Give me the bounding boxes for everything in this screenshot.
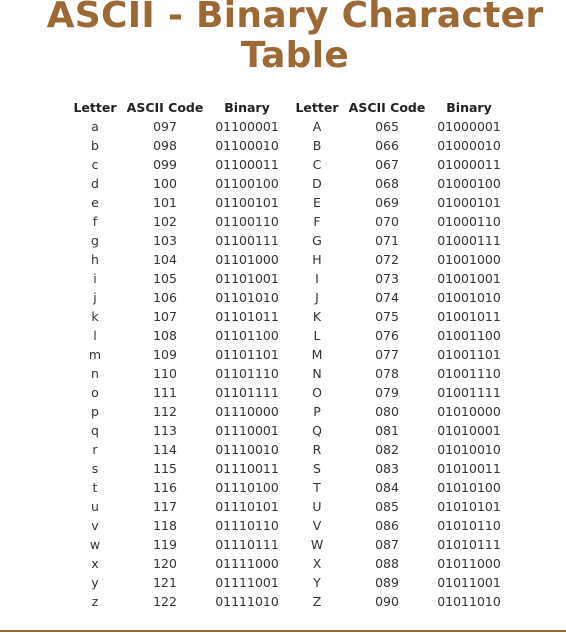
- cell-binary-uppercase: 01010001: [437, 423, 501, 438]
- cell-letter-lowercase: g: [91, 233, 99, 248]
- table-row: [66, 174, 510, 193]
- table-row: [66, 307, 510, 326]
- cell-letter-uppercase: G: [312, 233, 322, 248]
- cell-binary-lowercase: 01101011: [215, 309, 279, 324]
- cell-letter-uppercase: L: [313, 328, 321, 343]
- table-row: [66, 516, 510, 535]
- cell-letter-lowercase: r: [92, 442, 98, 457]
- cell-letter-lowercase: p: [91, 404, 99, 419]
- table-row: [66, 554, 510, 573]
- cell-ascii-code-lowercase: 116: [153, 480, 177, 495]
- cell-binary-uppercase: 01000001: [437, 119, 501, 134]
- header-letter-lowercase: Letter: [73, 99, 117, 115]
- cell-binary-lowercase: 01101010: [215, 290, 279, 305]
- cell-ascii-code-uppercase: 071: [375, 233, 399, 248]
- cell-letter-lowercase: f: [92, 214, 98, 229]
- cell-ascii-code-lowercase: 122: [153, 594, 177, 609]
- cell-letter-lowercase: a: [91, 119, 99, 134]
- bottom-divider: [0, 630, 566, 632]
- cell-ascii-code-uppercase: 086: [375, 518, 399, 533]
- cell-binary-uppercase: 01011010: [437, 594, 501, 609]
- cell-letter-lowercase: o: [91, 385, 99, 400]
- cell-letter-lowercase: w: [89, 537, 101, 552]
- table-row: [66, 345, 510, 364]
- cell-binary-lowercase: 01111010: [215, 594, 279, 609]
- cell-letter-uppercase: P: [313, 404, 321, 419]
- cell-ascii-code-lowercase: 098: [153, 138, 177, 153]
- cell-ascii-code-uppercase: 073: [375, 271, 399, 286]
- cell-binary-uppercase: 01000100: [437, 176, 501, 191]
- cell-binary-uppercase: 01001110: [437, 366, 501, 381]
- cell-ascii-code-lowercase: 103: [153, 233, 177, 248]
- cell-ascii-code-uppercase: 072: [375, 252, 399, 267]
- cell-binary-uppercase: 01001111: [437, 385, 501, 400]
- cell-ascii-code-lowercase: 111: [153, 385, 177, 400]
- cell-letter-uppercase: B: [312, 138, 322, 153]
- cell-binary-uppercase: 01000111: [437, 233, 501, 248]
- cell-ascii-code-uppercase: 067: [375, 157, 399, 172]
- table-row: [66, 478, 510, 497]
- cell-letter-lowercase: u: [91, 499, 99, 514]
- cell-letter-lowercase: v: [91, 518, 99, 533]
- cell-binary-uppercase: 01001000: [437, 252, 501, 267]
- cell-binary-lowercase: 01100011: [215, 157, 279, 172]
- cell-letter-lowercase: z: [91, 594, 99, 609]
- cell-letter-uppercase: K: [312, 309, 322, 324]
- cell-ascii-code-lowercase: 113: [153, 423, 177, 438]
- cell-binary-lowercase: 01101111: [215, 385, 279, 400]
- cell-binary-uppercase: 01001100: [437, 328, 501, 343]
- cell-ascii-code-uppercase: 085: [375, 499, 399, 514]
- cell-letter-uppercase: A: [312, 119, 322, 134]
- header-binary-uppercase: Binary: [446, 99, 492, 115]
- cell-letter-lowercase: x: [91, 556, 99, 571]
- cell-ascii-code-uppercase: 087: [375, 537, 399, 552]
- cell-letter-lowercase: e: [91, 195, 99, 210]
- table-body: [66, 117, 510, 611]
- cell-ascii-code-lowercase: 102: [153, 214, 177, 229]
- table-row: [66, 421, 510, 440]
- table-row: [66, 402, 510, 421]
- table-row: [66, 326, 510, 345]
- cell-letter-lowercase: k: [91, 309, 99, 324]
- cell-ascii-code-lowercase: 118: [153, 518, 177, 533]
- cell-binary-uppercase: 01000110: [437, 214, 501, 229]
- cell-ascii-code-lowercase: 101: [153, 195, 177, 210]
- table-row: [66, 497, 510, 516]
- cell-binary-lowercase: 01100100: [215, 176, 279, 191]
- cell-binary-lowercase: 01101100: [215, 328, 279, 343]
- cell-ascii-code-uppercase: 076: [375, 328, 399, 343]
- header-ascii-code-lowercase: ASCII Code: [126, 99, 204, 115]
- cell-ascii-code-lowercase: 110: [153, 366, 177, 381]
- table-row: [66, 440, 510, 459]
- cell-ascii-code-lowercase: 105: [153, 271, 177, 286]
- cell-letter-lowercase: d: [91, 176, 99, 191]
- cell-ascii-code-uppercase: 081: [375, 423, 399, 438]
- table-row: [66, 136, 510, 155]
- cell-letter-lowercase: n: [91, 366, 99, 381]
- cell-ascii-code-lowercase: 112: [153, 404, 177, 419]
- cell-letter-uppercase: C: [312, 157, 322, 172]
- cell-binary-lowercase: 01110000: [215, 404, 279, 419]
- cell-letter-lowercase: t: [92, 480, 98, 495]
- cell-binary-uppercase: 01000010: [437, 138, 501, 153]
- cell-ascii-code-uppercase: 074: [375, 290, 399, 305]
- cell-ascii-code-uppercase: 079: [375, 385, 399, 400]
- cell-ascii-code-lowercase: 121: [153, 575, 177, 590]
- cell-letter-uppercase: Q: [312, 423, 322, 438]
- cell-ascii-code-lowercase: 117: [153, 499, 177, 514]
- cell-binary-lowercase: 01100010: [215, 138, 279, 153]
- cell-binary-uppercase: 01010101: [437, 499, 501, 514]
- cell-ascii-code-lowercase: 119: [153, 537, 177, 552]
- table-row: [66, 269, 510, 288]
- cell-letter-uppercase: V: [312, 518, 322, 533]
- cell-binary-uppercase: 01001001: [437, 271, 501, 286]
- table-row: [66, 573, 510, 592]
- cell-letter-uppercase: E: [313, 195, 321, 210]
- cell-binary-uppercase: 01010100: [437, 480, 501, 495]
- cell-binary-uppercase: 01010011: [437, 461, 501, 476]
- table-header-row: [66, 97, 510, 117]
- cell-ascii-code-uppercase: 080: [375, 404, 399, 419]
- cell-binary-uppercase: 01010111: [437, 537, 501, 552]
- table-row: [66, 212, 510, 231]
- cell-binary-lowercase: 01100001: [215, 119, 279, 134]
- cell-letter-uppercase: X: [312, 556, 322, 571]
- cell-letter-uppercase: O: [312, 385, 322, 400]
- cell-letter-uppercase: T: [313, 480, 321, 495]
- cell-letter-lowercase: y: [91, 575, 99, 590]
- cell-binary-uppercase: 01000101: [437, 195, 501, 210]
- cell-binary-lowercase: 01100101: [215, 195, 279, 210]
- cell-ascii-code-uppercase: 078: [375, 366, 399, 381]
- cell-binary-lowercase: 01110010: [215, 442, 279, 457]
- header-letter-uppercase: Letter: [295, 99, 339, 115]
- cell-binary-lowercase: 01101001: [215, 271, 279, 286]
- cell-letter-uppercase: D: [312, 176, 322, 191]
- cell-binary-lowercase: 01111000: [215, 556, 279, 571]
- cell-ascii-code-lowercase: 109: [153, 347, 177, 362]
- cell-letter-lowercase: i: [93, 271, 97, 286]
- cell-ascii-code-uppercase: 089: [375, 575, 399, 590]
- cell-binary-lowercase: 01110110: [215, 518, 279, 533]
- cell-binary-lowercase: 01110011: [215, 461, 279, 476]
- cell-binary-lowercase: 01100110: [215, 214, 279, 229]
- cell-binary-uppercase: 01001101: [437, 347, 501, 362]
- cell-letter-uppercase: R: [312, 442, 322, 457]
- table-row: [66, 592, 510, 611]
- cell-ascii-code-lowercase: 114: [153, 442, 177, 457]
- cell-ascii-code-lowercase: 099: [153, 157, 177, 172]
- cell-letter-uppercase: Z: [312, 594, 322, 609]
- cell-letter-uppercase: H: [312, 252, 322, 267]
- cell-binary-uppercase: 01010110: [437, 518, 501, 533]
- cell-letter-uppercase: W: [310, 537, 324, 552]
- cell-ascii-code-uppercase: 084: [375, 480, 399, 495]
- cell-ascii-code-lowercase: 107: [153, 309, 177, 324]
- cell-binary-lowercase: 01110100: [215, 480, 279, 495]
- cell-letter-lowercase: j: [93, 290, 97, 305]
- cell-letter-uppercase: U: [312, 499, 322, 514]
- cell-ascii-code-uppercase: 088: [375, 556, 399, 571]
- table-row: [66, 288, 510, 307]
- cell-letter-lowercase: h: [91, 252, 99, 267]
- cell-ascii-code-lowercase: 115: [153, 461, 177, 476]
- cell-ascii-code-lowercase: 120: [153, 556, 177, 571]
- cell-letter-uppercase: J: [315, 290, 319, 305]
- cell-ascii-code-uppercase: 077: [375, 347, 399, 362]
- header-binary-lowercase: Binary: [224, 99, 270, 115]
- cell-binary-lowercase: 01111001: [215, 575, 279, 590]
- cell-binary-lowercase: 01101110: [215, 366, 279, 381]
- cell-ascii-code-lowercase: 106: [153, 290, 177, 305]
- cell-binary-uppercase: 01011000: [437, 556, 501, 571]
- cell-letter-lowercase: l: [93, 328, 97, 343]
- cell-letter-lowercase: b: [91, 138, 99, 153]
- cell-ascii-code-uppercase: 068: [375, 176, 399, 191]
- cell-ascii-code-uppercase: 083: [375, 461, 399, 476]
- table-row: [66, 459, 510, 478]
- table-row: [66, 250, 510, 269]
- cell-binary-lowercase: 01101000: [215, 252, 279, 267]
- cell-ascii-code-uppercase: 069: [375, 195, 399, 210]
- cell-binary-uppercase: 01011001: [437, 575, 501, 590]
- ascii-binary-table: [66, 97, 510, 611]
- cell-binary-uppercase: 01001011: [437, 309, 501, 324]
- cell-ascii-code-uppercase: 065: [375, 119, 399, 134]
- cell-letter-uppercase: S: [313, 461, 321, 476]
- table-row: [66, 364, 510, 383]
- cell-binary-uppercase: 01010010: [437, 442, 501, 457]
- cell-letter-lowercase: q: [91, 423, 99, 438]
- header-ascii-code-uppercase: ASCII Code: [348, 99, 426, 115]
- cell-binary-lowercase: 01110001: [215, 423, 279, 438]
- table-row: [66, 535, 510, 554]
- cell-ascii-code-uppercase: 066: [375, 138, 399, 153]
- cell-binary-lowercase: 01101101: [215, 347, 279, 362]
- page-title: ASCII - Binary Character Table: [46, 0, 544, 76]
- cell-letter-uppercase: Y: [313, 575, 321, 590]
- cell-binary-lowercase: 01110111: [215, 537, 279, 552]
- cell-letter-lowercase: c: [91, 157, 99, 172]
- cell-ascii-code-uppercase: 070: [375, 214, 399, 229]
- cell-ascii-code-lowercase: 097: [153, 119, 177, 134]
- cell-letter-uppercase: M: [311, 347, 323, 362]
- cell-ascii-code-lowercase: 104: [153, 252, 177, 267]
- table-row: [66, 155, 510, 174]
- cell-ascii-code-uppercase: 082: [375, 442, 399, 457]
- cell-binary-uppercase: 01010000: [437, 404, 501, 419]
- cell-letter-uppercase: I: [315, 271, 319, 286]
- cell-binary-lowercase: 01110101: [215, 499, 279, 514]
- cell-binary-uppercase: 01001010: [437, 290, 501, 305]
- table-row: [66, 383, 510, 402]
- cell-letter-uppercase: F: [313, 214, 321, 229]
- table-row: [66, 117, 510, 136]
- cell-binary-lowercase: 01100111: [215, 233, 279, 248]
- cell-ascii-code-lowercase: 100: [153, 176, 177, 191]
- cell-ascii-code-uppercase: 090: [375, 594, 399, 609]
- cell-letter-lowercase: m: [88, 347, 102, 362]
- cell-ascii-code-lowercase: 108: [153, 328, 177, 343]
- cell-letter-lowercase: s: [91, 461, 99, 476]
- cell-binary-uppercase: 01000011: [437, 157, 501, 172]
- cell-letter-uppercase: N: [312, 366, 322, 381]
- table-row: [66, 193, 510, 212]
- table-row: [66, 231, 510, 250]
- cell-ascii-code-uppercase: 075: [375, 309, 399, 324]
